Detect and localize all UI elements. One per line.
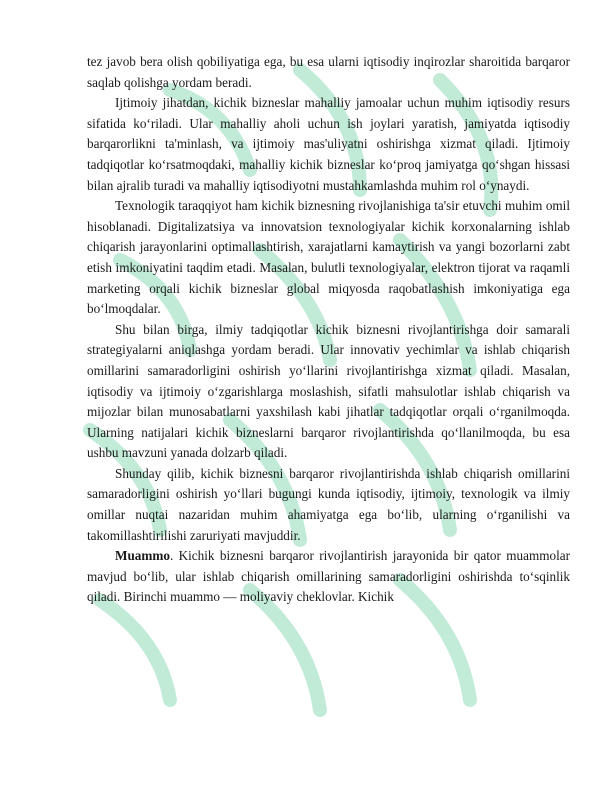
paragraph-4: Shu bilan birga, ilmiy tadqiqotlar kichik biznesni rivojlantirishga doir samarali strategiyalarni aniqlashga yordam beradi. Ular innovativ yechimlar va ishlab chiqarish omillarini samaradorligini oshirish yo‘llarini rivojlantirishga xizmat qiladi. Masalan, iqtisodiy va ijtimoiy o‘zgarishlarga moslashish, sifatli mahsulotlar ishlab chiqarish va mijozlar bilan munosabatlarni yaxshilash kabi jihatlar tadqiqotlar orqali o‘rganilmoqda. Ularning natijalari kichik bizneslarni barqaror rivojlantirishda qo‘llanilmoqda, bu esa ushbu mavzuni yanada dolzarb qiladi. [87,321,570,461]
paragraph-6 [87,546,570,608]
paragraph-6-text: . Kichik biznesni barqaror rivojlantirish jarayonida bir qator muammolar mavjud bo‘lib, ular ishlab chiqarish omillarining samaradorligini oshirishda to‘sqinlik qiladi. Birinchi muammo — moliyaviy cheklovlar. Kichik [87,548,570,605]
paragraph-1: tez javob bera olish qobiliyatiga ega, bu esa ularni iqtisodiy inqirozlar sharoitida barqaror saqlab qolishga yordam beradi. [87,54,570,90]
paragraph-3: Texnologik taraqqiyot ham kichik biznesning rivojlanishiga ta'sir etuvchi muhim omil hisoblanadi. Digitalizatsiya va innovatsion texnologiyalar kichik korxonalarning ishlab chiqarish jarayonlarini optimallashtirish, xarajatlarni kamaytirish va yangi bozorlarni zabt etish imkoniyatini taqdim etadi. Masalan, bulutli texnologiyalar, elektron tijorat va raqamli marketing orqali kichik bizneslar global miqyosda raqobatlashish imkoniyatiga ega bo‘lmoqdalar. [87,198,570,317]
muammo-heading: Muammo [115,548,170,564]
paragraph-5: Shunday qilib, kichik biznesni barqaror rivojlantirishda ishlab chiqarish omillarini samaradorligini oshirish yo‘llari bugungi kunda iqtisodiy, ijtimoiy, texnologik va ilmiy omillar nuqtai nazaridan muhim ahamiyatga ega bo‘lib, ularning o‘rganilishi va takomillashtirilishi zaruriyati mavjuddir. [87,465,570,543]
paragraph-2: Ijtimoiy jihatdan, kichik bizneslar mahalliy jamoalar uchun muhim iqtisodiy resurs sifatida ko‘riladi. Ular mahalliy aholi uchun ish joylari yaratish, jamiyatda iqtisodiy barqarorlikni ta'minlash, va ijtimoiy mas'uliyatni oshirishga xizmat qiladi. Ijtimoiy tadqiqotlar ko‘rsatmoqdaki, mahalliy kichik bizneslar ko‘proq jamiyatga qo‘shgan hissasi bilan ajralib turadi va mahalliy iqtisodiyotni mustahkamlashda muhim rol o‘ynaydi. [87,95,570,193]
body-text [87,52,570,608]
